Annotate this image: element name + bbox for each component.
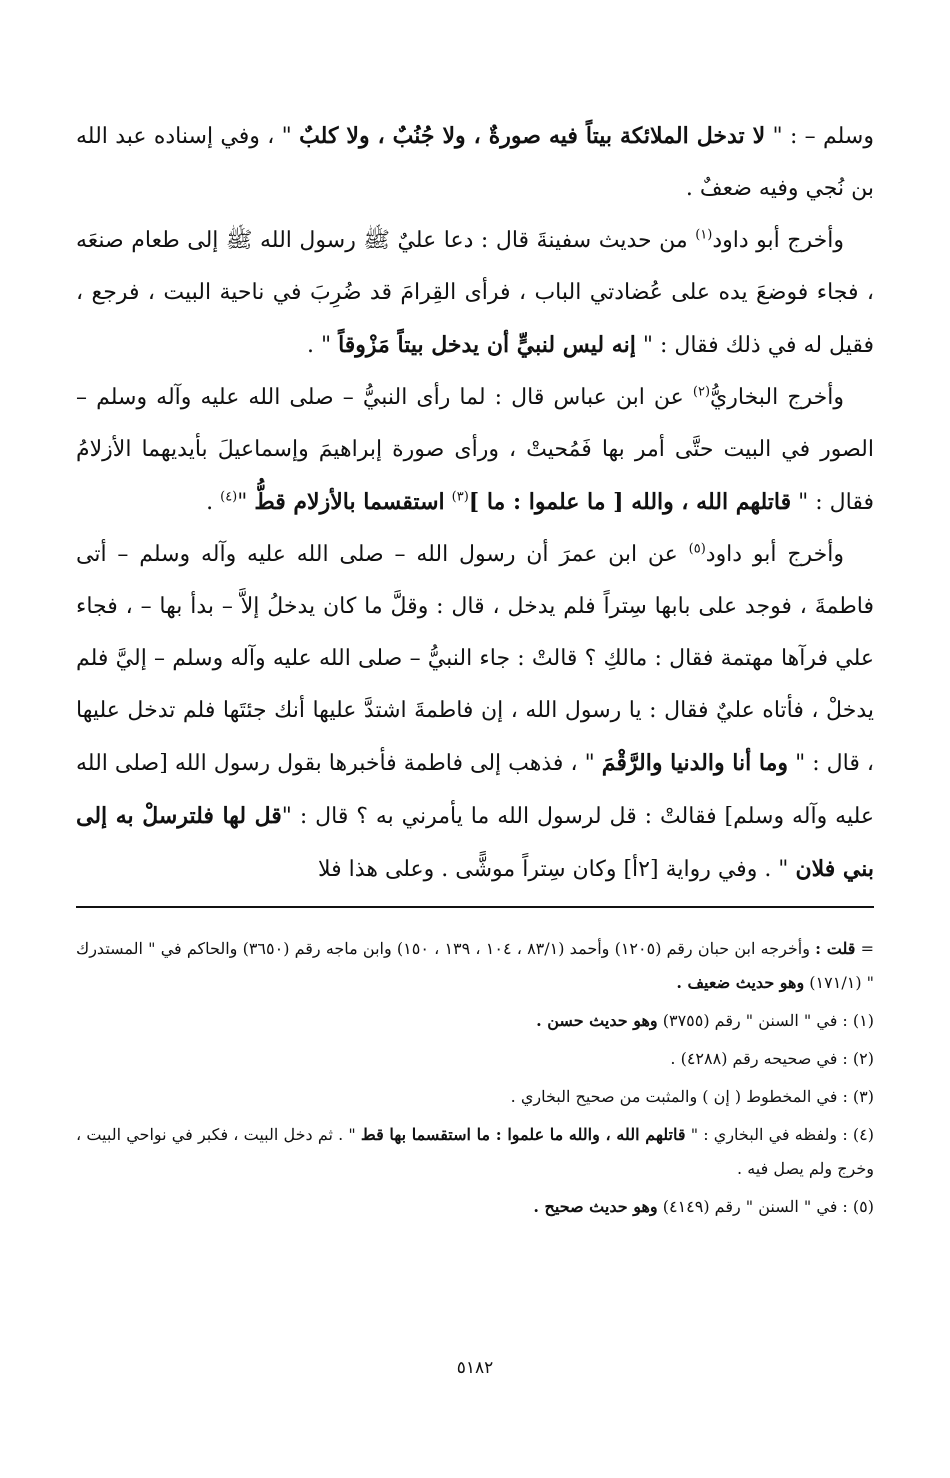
footnote-ref: (٥) [688, 541, 706, 557]
footnotes [76, 932, 874, 1228]
hadith-quote: قاتلهم الله ، والله [ ما علموا : ما ] [468, 489, 792, 515]
hadith-quote: إنه ليس لنبيٍّ أن يدخل بيتاً مَزْوقاً [338, 332, 636, 358]
hadith-quote: وما أنا والدنيا والرَّقْمَ [601, 750, 789, 776]
page-number: ٥١٨٢ [456, 1358, 494, 1378]
footnote-continued: = قلت : وأخرجه ابن حبان رقم (١٢٠٥) وأحمد (٨٣/١ ، ١٠٤ ، ١٣٩ ، ١٥٠) وابن ماجه رقم (٣٦٥٠) والحاكم في " المستدرك " (١٧١/١) وهو حديث ضعيف . [76, 939, 874, 992]
footnote-ref: (١) [695, 227, 713, 243]
footnote-2: (٢) : في صحيحه رقم (٤٢٨٨) . [670, 1049, 874, 1068]
footnote-ref: (٢) [692, 384, 711, 400]
document-page [76, 110, 874, 1478]
paragraph-4: وأخرج أبو داود$^{(٥)}$ عن ابن عمرَ أن رسول الله – صلى الله عليه وآله وسلم – أتى فاطمةَ ، فوجد على بابها سِتراً فلم يدخل ، قال : وقلَّ ما كان يدخلُ إلاَّ – بدأ بها – ، فجاء علي فرآها مهتمة فقال : مالكِ ؟ قالتْ : جاء النبيُّ – صلى الله عليه وآله وسلم – إليَّ فلم يدخلْ ، فأتاه عليٌ فقال : يا رسول الله ، إن فاطمةَ اشتدَّ عليها أنك جئتَها فلم تدخل عليها ، قال : " وما أنا والدنيا والرَّقْمَ " ، فذهب إلى فاطمة فأخبرها بقول رسول الله [صلى الله عليه وآله وسلم] فقالتْ : قل لرسول الله ما يأمرني به ؟ قال : "قل لها فلترسلْ به إلى بني فلان " . وفي رواية [٢أ] وكان سِتراً موشًّى . وعلى هذا فلا [76, 541, 874, 882]
footnote-3: (٣) : في المخطوط ( إن ) والمثبت من صحيح البخاري . [510, 1087, 874, 1106]
footnote-4: (٤) : ولفظه في البخاري : " قاتلهم الله ، والله ما علموا : ما استقسما بها قط " . ثم دخل البيت ، فكبر في نواحي البيت ، وخرج ولم يصل فيه . [76, 1125, 874, 1178]
footnote-ref: (٣) [451, 489, 469, 505]
footnote-1: (١) : في " السنن " رقم (٣٧٥٥) وهو حديث حسن . [536, 1011, 874, 1030]
hadith-quote: استقسما بالأزلام قطُّ [254, 489, 445, 515]
main-text [76, 110, 874, 896]
paragraph-2: وأخرج أبو داود$^{(١)}$ من حديث سفينةَ قال : دعا عليٌ ﷺ رسول الله ﷺ إلى طعام صنعَه ، فجاء فوضعَ يده على عُضادتي الباب ، فرأى القِرامَ قد ضُرِبَ في ناحية البيت ، فرجع ، فقيل له في ذلك فقال : " إنه ليس لنبيٍّ أن يدخل بيتاً مَزْوقاً " . [76, 227, 874, 358]
footnote-5: (٥) : في " السنن " رقم (٤١٤٩) وهو حديث صحيح . [533, 1197, 874, 1216]
hadith-quote: لا تدخل الملائكة بيتاً فيه صورةٌ ، ولا جُنُبٌ ، ولا كلبٌ [299, 123, 766, 149]
footnote-ref: (٤) [220, 489, 238, 505]
paragraph-3: وأخرج البخاريُّ$^{(٢)}$ عن ابن عباس قال : لما رأى النبيُّ – صلى الله عليه وآله وسلم – الصور في البيت حتَّى أمر بها فَمُحيتْ ، ورأى صورة إبراهيمَ وإسماعيلَ بأيديهما الأزلامُ فقال : " قاتلهم الله ، والله [ ما علموا : ما ]$^{(٣)}$ استقسما بالأزلام قطُّ "$^{(٤)}$ . [76, 384, 874, 515]
hadith-quote: قل لها فلترسلْ به إلى بني فلان [76, 803, 874, 882]
footnote-divider [76, 906, 874, 908]
paragraph-1: وسلم – : " لا تدخل الملائكة بيتاً فيه صورةٌ ، ولا جُنُبٌ ، ولا كلبٌ " ، وفي إسناده عبد الله بن نُجي وفيه ضعفٌ . [76, 123, 874, 201]
